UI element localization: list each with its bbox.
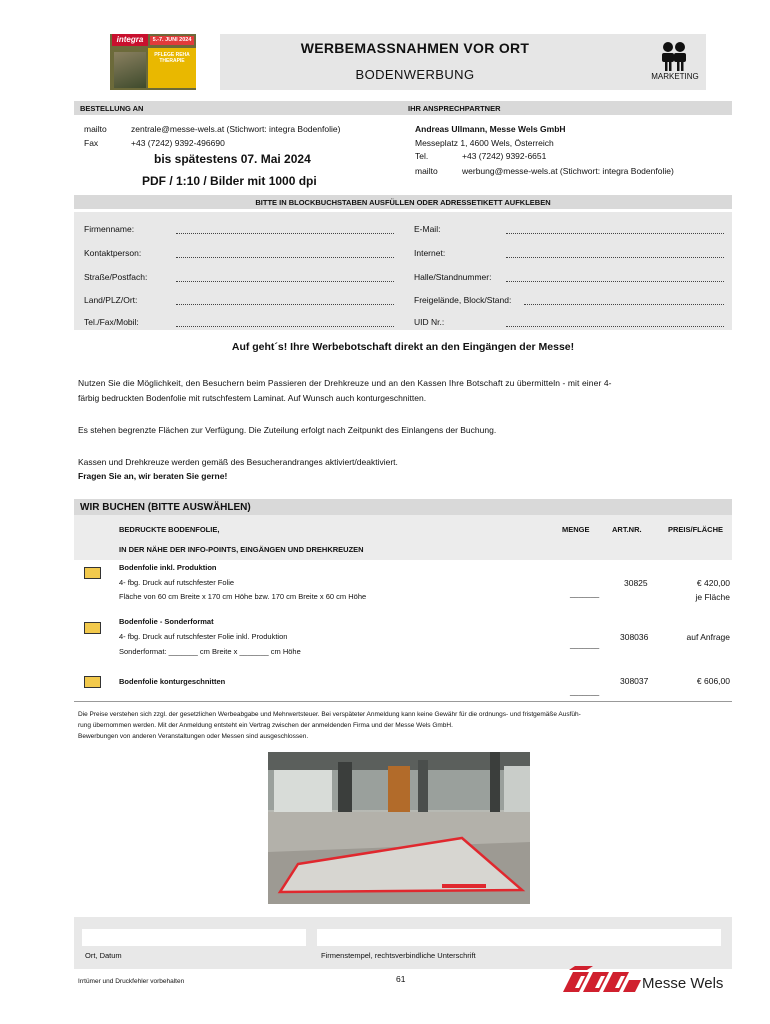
country-city-input-line[interactable] xyxy=(176,304,394,305)
item-1-article-number: 30825 xyxy=(624,578,648,588)
stamp-signature-label: Firmenstempel, rechtsverbindliche Unterschrift xyxy=(321,951,476,960)
floor-foil-example-photo xyxy=(268,752,530,904)
street-input-line[interactable] xyxy=(176,281,394,282)
item-2-article-number: 308036 xyxy=(620,632,649,642)
phone-input-line[interactable] xyxy=(176,326,394,327)
form-instruction: BITTE IN BLOCKBUCHSTABEN AUSFÜLLEN ODER ADRESSETIKETT AUFKLEBEN xyxy=(255,198,551,207)
integra-wordmark: integra xyxy=(112,34,148,46)
item-3-price: € 606,00 xyxy=(696,676,730,686)
field-label-email: E-Mail: xyxy=(414,224,441,234)
item-1-line-2: Fläche von 60 cm Breite x 170 cm Höhe bzw. 170 cm Breite x 60 cm Höhe xyxy=(119,592,367,601)
order-fax-value: +43 (7242) 9392-496690 xyxy=(131,138,225,148)
item-3-quantity-blank[interactable]: _______ xyxy=(570,687,600,696)
contact-tel-value: +43 (7242) 9392-6651 xyxy=(462,151,547,161)
booking-heading: WIR BUCHEN (BITTE AUSWÄHLEN) xyxy=(80,502,251,513)
item-1-title: Bodenfolie inkl. Produktion xyxy=(119,563,217,572)
email-input-line[interactable] xyxy=(506,233,724,234)
contact-name: Andreas Ullmann, Messe Wels GmbH xyxy=(415,124,566,134)
integra-event-logo xyxy=(110,34,196,90)
contact-mail-value[interactable]: werbung@messe-wels.at (Stichwort: integra Bodenfolie) xyxy=(462,166,674,176)
contact-address: Messeplatz 1, 4600 Wels, Österreich xyxy=(415,138,554,148)
messe-wels-logo-icon xyxy=(563,966,641,992)
contact-tel-label: Tel. xyxy=(415,151,429,161)
internet-input-line[interactable] xyxy=(506,257,724,258)
stamp-signature-field[interactable] xyxy=(317,929,721,946)
footer-note: Irrtümer und Druckfehler vorbehalten xyxy=(78,978,185,985)
contact-heading: IHR ANSPRECHPARTNER xyxy=(408,104,501,113)
field-label-contact-person: Kontaktperson: xyxy=(84,248,142,258)
field-label-company: Firmenname: xyxy=(84,224,135,234)
event-tagline: PFLEGE REHA THERAPIE xyxy=(148,48,196,88)
item-2-line-1: 4- fbg. Druck auf rutschfester Folie inkl. Produktion xyxy=(119,632,288,641)
field-label-phone: Tel./Fax/Mobil: xyxy=(84,317,139,327)
column-product-1: BEDRUCKTE BODENFOLIE, xyxy=(119,525,220,534)
promo-advice: Fragen Sie an, wir beraten Sie gerne! xyxy=(78,471,228,481)
column-price: PREIS/FLÄCHE xyxy=(668,525,724,534)
event-photo xyxy=(114,52,146,88)
promo-activation: Kassen und Drehkreuze werden gemäß des Besucherandranges aktiviert/deaktiviert. xyxy=(78,457,398,467)
hall-stand-input-line[interactable] xyxy=(506,281,724,282)
checkbox-bodenfolie-contour-cut[interactable] xyxy=(84,676,101,688)
contact-mail-label: mailto xyxy=(415,166,438,176)
item-2-price: auf Anfrage xyxy=(686,632,730,642)
page-subtitle: BODENWERBUNG xyxy=(355,67,475,82)
photo-illustration xyxy=(268,752,530,904)
item-1-price-note: je Fläche xyxy=(695,592,730,602)
item-3-title: Bodenfolie konturgeschnitten xyxy=(119,677,226,686)
order-deadline: bis spätestens 07. Mai 2024 xyxy=(154,152,311,166)
item-2-title: Bodenfolie - Sonderformat xyxy=(119,617,214,626)
promo-availability: Es stehen begrenzte Flächen zur Verfügung. Die Zuteilung erfolgt nach Zeitpunkt des Einlangens der Buchung. xyxy=(78,425,497,435)
field-label-outdoor-stand: Freigelände, Block/Stand: xyxy=(414,295,512,305)
promo-paragraph-line-2: färbig bedruckten Bodenfolie mit rutschfestem Laminat. Auf Wunsch auch konturgeschnitten. xyxy=(78,393,427,403)
field-label-internet: Internet: xyxy=(414,248,446,258)
order-contact-bar xyxy=(74,101,732,115)
outdoor-stand-input-line[interactable] xyxy=(524,304,724,305)
place-date-label: Ort, Datum xyxy=(85,951,122,960)
page-number: 61 xyxy=(396,974,406,984)
order-mail-value[interactable]: zentrale@messe-wels.at (Stichwort: integra Bodenfolie) xyxy=(131,124,341,134)
page-title: WERBEMASSNAHMEN VOR ORT xyxy=(300,40,530,56)
department-label: MARKETING xyxy=(651,72,699,81)
event-date: 5.-7. JUNI 2024 xyxy=(150,36,194,45)
messe-wels-brand: Messe Wels xyxy=(642,975,724,992)
item-2-line-2[interactable]: Sonderformat: _______ cm Breite x _______ cm Höhe xyxy=(119,647,301,656)
promo-headline: Auf geht´s! Ihre Werbebotschaft direkt an den Eingängen der Messe! xyxy=(231,341,575,353)
order-mail-label: mailto xyxy=(84,124,107,134)
item-1-quantity-blank[interactable]: _______ xyxy=(570,589,600,598)
disclaimer-line-3: Bewerbungen von anderen Veranstaltungen oder Messen sind ausgeschlossen. xyxy=(78,733,309,740)
column-article-number: ART.NR. xyxy=(612,525,642,534)
order-fax-label: Fax xyxy=(84,138,99,148)
company-input-line[interactable] xyxy=(176,233,394,234)
field-label-country-city: Land/PLZ/Ort: xyxy=(84,295,138,305)
disclaimer-line-2: rung übernommen werden. Mit der Anmeldung entsteht ein Vertrag zwischen der anmeldenden Firma und der Messe Wels GmbH. xyxy=(78,722,453,729)
field-label-street: Straße/Postfach: xyxy=(84,272,148,282)
item-2-quantity-blank[interactable]: _______ xyxy=(570,640,600,649)
disclaimer-line-1: Die Preise verstehen sich zzgl. der gesetzlichen Werbeabgabe und Mehrwertsteuer. Bei verspäteter Anmeldung kann keine Gewähr für die ordnungs- und fristgemäße Ausfüh- xyxy=(78,711,581,718)
checkbox-bodenfolie-production[interactable] xyxy=(84,567,101,579)
field-label-hall-stand: Halle/Standnummer: xyxy=(414,272,492,282)
vat-id-input-line[interactable] xyxy=(506,326,724,327)
order-heading: BESTELLUNG AN xyxy=(80,104,144,113)
promo-paragraph-line-1: Nutzen Sie die Möglichkeit, den Besuchern beim Passieren der Drehkreuze und an den Kassen Ihre Botschaft zu übermitteln - mit einer 4- xyxy=(78,378,612,388)
column-product-2: IN DER NÄHE DER INFO-POINTS, EINGÄNGEN UND DREHKREUZEN xyxy=(119,545,364,554)
field-label-vat-id: UID Nr.: xyxy=(414,317,445,327)
address-form xyxy=(74,212,732,330)
marketing-people-icon xyxy=(656,40,692,72)
item-1-line-1: 4- fbg. Druck auf rutschfester Folie xyxy=(119,578,235,587)
column-quantity: MENGE xyxy=(562,525,590,534)
item-3-article-number: 308037 xyxy=(620,676,649,686)
booking-divider xyxy=(74,701,732,702)
order-format: PDF / 1:10 / Bilder mit 1000 dpi xyxy=(142,174,317,188)
place-date-field[interactable] xyxy=(82,929,306,946)
contact-person-input-line[interactable] xyxy=(176,257,394,258)
checkbox-bodenfolie-special-format[interactable] xyxy=(84,622,101,634)
item-1-price: € 420,00 xyxy=(696,578,730,588)
